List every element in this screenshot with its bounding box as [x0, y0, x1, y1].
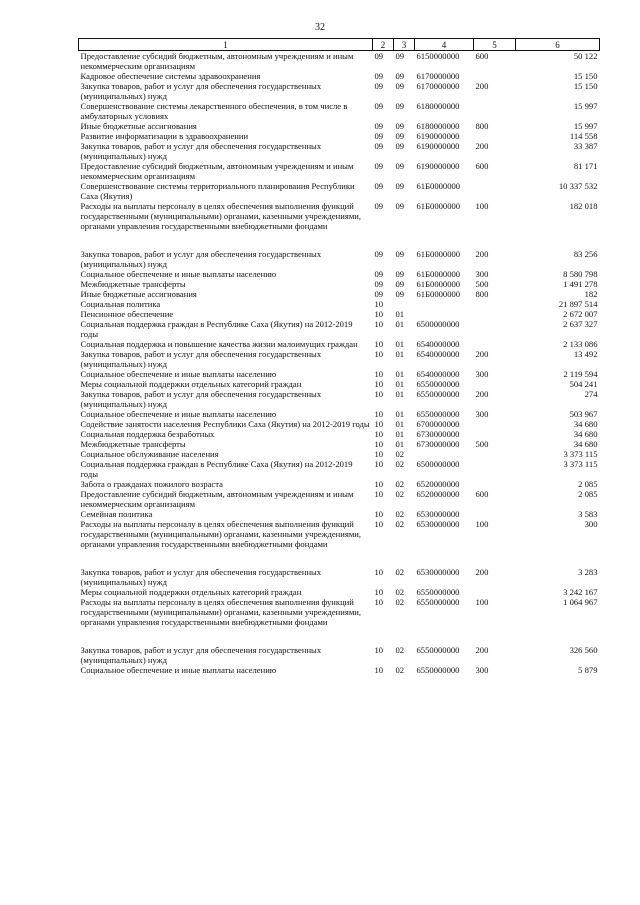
row-section: 10 [374, 597, 384, 607]
row-subsection: 09 [395, 249, 405, 259]
row-target-article: 6550000000 [416, 597, 460, 607]
table-body [79, 51, 600, 676]
row-amount: 114 558 [569, 131, 598, 141]
row-section: 09 [374, 279, 384, 289]
row-name: Меры социальной поддержки отдельных категорий граждан [80, 587, 302, 597]
row-name: Социальное обеспечение и иные выплаты населению [80, 665, 277, 675]
row-section: 10 [374, 479, 384, 489]
row-expense-type: 200 [475, 141, 489, 151]
row-amount: 10 337 532 [558, 181, 598, 191]
row-amount: 50 122 [573, 51, 598, 61]
row-subsection: 09 [395, 181, 405, 191]
row-expense-type [474, 459, 516, 479]
row-subsection: 01 [395, 369, 405, 379]
row-amount: 15 150 [573, 71, 598, 81]
row-expense-type [474, 587, 516, 597]
row-section: 09 [374, 181, 384, 191]
row-name: Социальная поддержка граждан в Республике Саха (Якутия) на 2012-2019 годы [80, 459, 353, 479]
row-subsection: 02 [395, 587, 405, 597]
row-amount: 13 492 [573, 349, 598, 359]
row-name: Забота о гражданах пожилого возраста [80, 479, 223, 489]
row-expense-type: 100 [475, 519, 489, 529]
row-name: Совершенствование системы территориального планирования Республики Саха (Якутия) [80, 181, 355, 201]
row-expense-type: 300 [475, 665, 489, 675]
row-expense-type: 200 [475, 389, 489, 399]
row-target-article: 6180000000 [416, 101, 460, 111]
row-subsection: 09 [395, 279, 405, 289]
row-name: Расходы на выплаты персоналу в целях обеспечения выполнения функций государственными (муниципальными) органами, казенными учреждениями, органами управления государственными внебюджетными фондами [80, 201, 362, 231]
row-subsection: 09 [395, 81, 405, 91]
table-row [79, 201, 600, 249]
row-target-article: 61Б0000000 [416, 269, 461, 279]
row-target-article [415, 299, 474, 309]
row-target-article: 6550000000 [416, 645, 460, 655]
row-name: Развитие информатизации в здравоохранении [80, 131, 249, 141]
row-section: 09 [374, 141, 384, 151]
row-section: 09 [374, 289, 384, 299]
row-expense-type [474, 429, 516, 439]
row-target-article: 6540000000 [416, 339, 460, 349]
row-expense-type: 300 [475, 269, 489, 279]
row-section: 10 [374, 665, 384, 675]
row-section: 09 [374, 101, 384, 111]
row-amount: 3 373 115 [563, 449, 598, 459]
row-amount: 274 [584, 389, 598, 399]
row-expense-type: 600 [475, 489, 489, 499]
row-amount: 3 242 167 [563, 587, 598, 597]
row-name: Социальная поддержка и повышение качества жизни малоимущих граждан [80, 339, 358, 349]
row-section: 09 [374, 121, 384, 131]
row-target-article: 6730000000 [416, 429, 460, 439]
table-row [79, 665, 600, 675]
row-name: Социальная поддержка безработных [80, 429, 215, 439]
row-name: Закупка товаров, работ и услуг для обеспечения государственных (муниципальных) нужд [80, 81, 322, 101]
col-header-amount: 6 [516, 39, 600, 51]
row-name: Социальная политика [80, 299, 161, 309]
row-name: Иные бюджетные ассигнования [80, 289, 197, 299]
row-target-article: 61Б0000000 [416, 279, 461, 289]
table-row [79, 459, 600, 479]
row-amount: 3 373 115 [563, 459, 598, 469]
table-row [79, 71, 600, 81]
row-subsection: 02 [395, 645, 405, 655]
row-expense-type [474, 299, 516, 309]
table-row [79, 131, 600, 141]
row-amount: 1 064 967 [563, 597, 598, 607]
row-expense-type: 200 [475, 567, 489, 577]
row-section: 10 [374, 299, 384, 309]
table-row [79, 249, 600, 269]
table-row [79, 439, 600, 449]
col-header-target-article: 4 [415, 39, 474, 51]
table-header [79, 39, 600, 51]
row-target-article: 6170000000 [416, 71, 460, 81]
row-name: Социальное обеспечение и иные выплаты населению [80, 409, 277, 419]
row-target-article: 6530000000 [416, 519, 460, 529]
row-expense-type: 600 [475, 51, 489, 61]
row-section: 10 [374, 319, 384, 329]
table-row [79, 121, 600, 131]
table-row [79, 379, 600, 389]
row-section: 10 [374, 429, 384, 439]
table-row [79, 51, 600, 72]
row-name: Содействие занятости населения Республики Саха (Якутия) на 2012-2019 годы [80, 419, 370, 429]
row-name: Предоставление субсидий бюджетным, автономным учреждениям и иным некоммерческим организациям [80, 161, 354, 181]
row-subsection: 02 [395, 665, 405, 675]
row-section: 10 [374, 409, 384, 419]
row-name: Закупка товаров, работ и услуг для обеспечения государственных (муниципальных) нужд [80, 645, 322, 665]
row-section: 09 [374, 269, 384, 279]
row-amount: 34 680 [573, 439, 598, 449]
row-amount: 2 085 [578, 479, 598, 489]
table-row [79, 319, 600, 339]
row-amount: 182 018 [569, 201, 598, 211]
row-name: Межбюджетные трансферты [80, 439, 186, 449]
row-subsection: 02 [395, 567, 405, 577]
table-row [79, 269, 600, 279]
row-subsection: 02 [395, 479, 405, 489]
row-expense-type: 600 [475, 161, 489, 171]
table-row [79, 449, 600, 459]
row-amount: 326 560 [569, 645, 598, 655]
row-amount: 504 241 [569, 379, 598, 389]
row-target-article: 6500000000 [416, 319, 460, 329]
row-subsection: 01 [395, 319, 405, 329]
row-section: 10 [374, 349, 384, 359]
row-subsection: 09 [395, 121, 405, 131]
row-name: Закупка товаров, работ и услуг для обеспечения государственных (муниципальных) нужд [80, 349, 322, 369]
row-section: 10 [374, 519, 384, 529]
row-target-article: 61Б0000000 [416, 181, 461, 191]
row-target-article: 6190000000 [416, 141, 460, 151]
row-target-article: 6190000000 [416, 161, 460, 171]
page-number: 32 [315, 22, 325, 33]
table-row [79, 389, 600, 409]
row-target-article: 61Б0000000 [416, 289, 461, 299]
row-target-article: 6190000000 [416, 131, 460, 141]
row-name: Кадровое обеспечение системы здравоохранения [80, 71, 261, 81]
row-amount: 2 637 327 [563, 319, 598, 329]
col-header-expense-type: 5 [474, 39, 516, 51]
table-row [79, 409, 600, 419]
row-expense-type: 100 [475, 201, 489, 211]
row-target-article: 6520000000 [416, 479, 460, 489]
row-amount: 15 997 [573, 101, 598, 111]
row-subsection: 09 [395, 131, 405, 141]
row-target-article [415, 309, 474, 319]
row-section: 10 [374, 459, 384, 469]
row-amount: 8 580 798 [563, 269, 598, 279]
row-section: 09 [374, 201, 384, 211]
row-amount: 83 256 [573, 249, 598, 259]
row-name: Меры социальной поддержки отдельных категорий граждан [80, 379, 302, 389]
row-subsection: 01 [395, 379, 405, 389]
row-name: Предоставление субсидий бюджетным, автономным учреждениям и иным некоммерческим организациям [80, 51, 354, 71]
row-subsection: 02 [395, 459, 405, 469]
table-row [79, 279, 600, 289]
row-section: 10 [374, 369, 384, 379]
row-subsection: 09 [395, 161, 405, 171]
row-target-article [415, 449, 474, 459]
row-amount: 2 133 086 [563, 339, 598, 349]
row-target-article: 6550000000 [416, 379, 460, 389]
row-target-article: 6180000000 [416, 121, 460, 131]
row-expense-type [474, 319, 516, 339]
row-name: Предоставление субсидий бюджетным, автономным учреждениям и иным некоммерческим организациям [80, 489, 354, 509]
row-name: Иные бюджетные ассигнования [80, 121, 197, 131]
col-header-subsection: 3 [394, 39, 415, 51]
row-subsection: 09 [395, 141, 405, 151]
table-row [79, 339, 600, 349]
row-amount: 3 283 [578, 567, 598, 577]
row-expense-type: 100 [475, 597, 489, 607]
row-name: Закупка товаров, работ и услуг для обеспечения государственных (муниципальных) нужд [80, 567, 322, 587]
row-expense-type: 200 [475, 81, 489, 91]
row-target-article: 6170000000 [416, 81, 460, 91]
col-header-section: 2 [373, 39, 394, 51]
row-name: Закупка товаров, работ и услуг для обеспечения государственных (муниципальных) нужд [80, 389, 322, 409]
row-amount: 15 997 [573, 121, 598, 131]
row-subsection: 01 [395, 389, 405, 399]
row-subsection: 01 [395, 349, 405, 359]
row-target-article: 61Б0000000 [416, 249, 461, 259]
row-target-article: 6150000000 [416, 51, 460, 61]
table-row [79, 479, 600, 489]
row-target-article: 6700000000 [416, 419, 460, 429]
row-name: Пенсионное обеспечение [80, 309, 174, 319]
table-row [79, 161, 600, 181]
table-row [79, 429, 600, 439]
row-expense-type: 300 [475, 369, 489, 379]
row-amount: 34 680 [573, 419, 598, 429]
row-target-article: 6540000000 [416, 369, 460, 379]
row-section: 09 [374, 131, 384, 141]
row-target-article: 6730000000 [416, 439, 460, 449]
row-subsection: 09 [395, 269, 405, 279]
row-target-article: 61Б0000000 [416, 201, 461, 211]
row-name: Совершенствование системы лекарственного обеспечения, в том числе в амбулаторных условиях [80, 101, 348, 121]
row-expense-type [474, 339, 516, 349]
row-section: 10 [374, 339, 384, 349]
row-expense-type: 800 [475, 121, 489, 131]
row-section: 09 [374, 161, 384, 171]
table-row [79, 489, 600, 509]
table-row [79, 419, 600, 429]
row-name: Закупка товаров, работ и услуг для обеспечения государственных (муниципальных) нужд [80, 141, 322, 161]
row-amount: 2 672 007 [563, 309, 598, 319]
row-section: 09 [374, 51, 384, 61]
row-amount: 2 119 594 [563, 369, 598, 379]
row-amount: 182 [584, 289, 598, 299]
row-expense-type [474, 449, 516, 459]
table-row [79, 645, 600, 665]
row-expense-type: 500 [475, 439, 489, 449]
row-section: 09 [374, 81, 384, 91]
budget-table [78, 38, 600, 675]
row-section: 09 [374, 249, 384, 259]
row-target-article: 6550000000 [416, 389, 460, 399]
row-target-article: 6550000000 [416, 587, 460, 597]
table-row [79, 567, 600, 587]
row-subsection: 02 [395, 489, 405, 499]
table-row [79, 587, 600, 597]
row-name: Социальная поддержка граждан в Республике Саха (Якутия) на 2012-2019 годы [80, 319, 353, 339]
table-row [79, 369, 600, 379]
row-name: Семейная политика [80, 509, 153, 519]
row-name: Социальное обеспечение и иные выплаты населению [80, 269, 277, 279]
row-expense-type: 200 [475, 349, 489, 359]
table-row [79, 309, 600, 319]
row-amount: 300 [584, 519, 598, 529]
row-expense-type [474, 479, 516, 489]
table-row [79, 519, 600, 567]
row-amount: 81 171 [573, 161, 598, 171]
row-section: 10 [374, 509, 384, 519]
row-name: Социальное обслуживание населения [80, 449, 219, 459]
row-target-article: 6530000000 [416, 509, 460, 519]
row-amount: 15 150 [573, 81, 598, 91]
row-section: 10 [374, 567, 384, 577]
row-amount: 5 879 [578, 665, 598, 675]
col-header-name: 1 [79, 39, 373, 51]
row-amount: 33 387 [573, 141, 598, 151]
table-row [79, 181, 600, 201]
row-amount: 2 085 [578, 489, 598, 499]
row-expense-type [474, 509, 516, 519]
row-subsection: 09 [395, 289, 405, 299]
row-name: Расходы на выплаты персоналу в целях обеспечения выполнения функций государственными (муниципальными) органами, казенными учреждениями, органами управления государственными внебюджетными фондами [80, 597, 362, 627]
row-expense-type [474, 181, 516, 201]
row-section: 10 [374, 587, 384, 597]
row-target-article: 6550000000 [416, 409, 460, 419]
row-name: Расходы на выплаты персоналу в целях обеспечения выполнения функций государственными (муниципальными) органами, казенными учреждениями, органами управления государственными внебюджетными фондами [80, 519, 362, 549]
row-subsection: 01 [395, 419, 405, 429]
table-row [79, 289, 600, 299]
row-section: 10 [374, 449, 384, 459]
row-amount: 21 897 514 [558, 299, 598, 309]
row-subsection: 09 [395, 201, 405, 211]
row-section: 10 [374, 489, 384, 499]
table-row [79, 349, 600, 369]
row-name: Закупка товаров, работ и услуг для обеспечения государственных (муниципальных) нужд [80, 249, 322, 269]
row-expense-type [474, 309, 516, 319]
row-expense-type: 500 [475, 279, 489, 289]
table-row [79, 597, 600, 645]
row-subsection: 02 [395, 449, 405, 459]
row-subsection: 09 [395, 101, 405, 111]
row-section: 10 [374, 309, 384, 319]
row-name: Межбюджетные трансферты [80, 279, 186, 289]
table-row [79, 101, 600, 121]
row-expense-type [474, 101, 516, 121]
row-subsection: 01 [395, 409, 405, 419]
row-amount: 1 491 278 [563, 279, 598, 289]
row-subsection: 01 [395, 429, 405, 439]
row-target-article: 6500000000 [416, 459, 460, 469]
row-section: 10 [374, 439, 384, 449]
row-expense-type [474, 379, 516, 389]
table-row [79, 81, 600, 101]
row-subsection: 01 [395, 439, 405, 449]
row-section: 10 [374, 419, 384, 429]
row-expense-type [474, 131, 516, 141]
row-subsection: 09 [395, 51, 405, 61]
row-subsection: 01 [395, 339, 405, 349]
row-target-article: 6530000000 [416, 567, 460, 577]
row-section: 10 [374, 379, 384, 389]
header-row [79, 39, 600, 51]
row-amount: 3 583 [578, 509, 598, 519]
row-subsection [394, 299, 415, 309]
row-section: 09 [374, 71, 384, 81]
row-name: Социальное обеспечение и иные выплаты населению [80, 369, 277, 379]
row-expense-type: 800 [475, 289, 489, 299]
row-target-article: 6550000000 [416, 665, 460, 675]
row-expense-type: 200 [475, 645, 489, 655]
row-amount: 34 680 [573, 429, 598, 439]
row-expense-type: 200 [475, 249, 489, 259]
row-amount: 503 967 [569, 409, 598, 419]
row-subsection: 02 [395, 509, 405, 519]
table-row [79, 509, 600, 519]
row-subsection: 02 [395, 597, 405, 607]
row-expense-type: 300 [475, 409, 489, 419]
row-target-article: 6540000000 [416, 349, 460, 359]
row-section: 10 [374, 645, 384, 655]
table-row [79, 299, 600, 309]
row-subsection: 01 [395, 309, 405, 319]
row-subsection: 02 [395, 519, 405, 529]
row-expense-type [474, 71, 516, 81]
table-row [79, 141, 600, 161]
row-section: 10 [374, 389, 384, 399]
row-target-article: 6520000000 [416, 489, 460, 499]
row-subsection: 09 [395, 71, 405, 81]
row-expense-type [474, 419, 516, 429]
